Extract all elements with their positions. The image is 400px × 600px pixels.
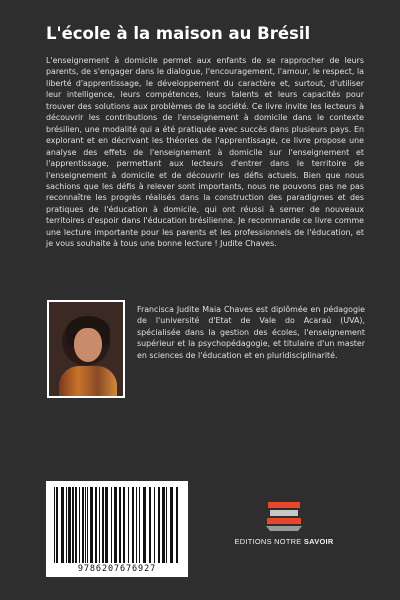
barcode-bar [111,487,112,563]
publisher-name [228,537,340,546]
barcode-bar [72,487,74,563]
barcode-bar [61,487,64,563]
barcode-bar [176,487,178,563]
barcode-bar [166,487,167,563]
publisher-name-bold: SAVOIR [303,537,334,546]
author-bio: Francisca Judite Maia Chaves est diplômée en pédagogie de l'université d'Etat de Vale do Acaraú (UVA), spécialisée dans la gestion des écoles, l'enseignement supérieur et la psychopédagogie, et titulaire d'un master en sciences de l'éducation et en pluridisciplinarité. [137,305,365,360]
barcode-bar [170,487,173,563]
book-title: L'école à la maison au Brésil [46,24,311,43]
barcode-bar [123,487,125,563]
publisher-block [228,500,340,546]
barcode-bar [139,487,140,563]
barcode-bar [68,487,71,563]
barcode-bar [154,487,155,563]
book-stack-icon [264,500,304,532]
author-photo-shirt [59,366,117,396]
barcode-bar [162,487,165,563]
publisher-name-prefix: EDITIONS NOTRE [234,537,304,546]
barcode-bar [75,487,77,563]
barcode-bar [114,487,117,563]
barcode-bars [52,487,182,563]
barcode-bar [82,487,84,563]
barcode-bar [95,487,97,563]
isbn-number: 9786207676927 [77,564,157,574]
barcode-bar [56,487,58,563]
barcode-bar [105,487,108,563]
author-photo [47,300,125,398]
barcode-bar [90,487,93,563]
barcode-bar [119,487,121,563]
book-blurb: L'enseignement à domicile permet aux enfants de se rapprocher de leurs parents, de s'engager dans le dialogue, l'encouragement, l'amour, le respect, la liberté d'apprentissage, le développement du caractère et, surtout, d'utiliser leur intelligence, leurs compétences, leurs talents et leurs capacités pour trouver des solutions aux problèmes de la société. Ce livre invite les lecteurs à découvrir les contributions de l'enseignement à domicile dans le contexte brésilien, une modalité qui a été pratiquée avec succès dans plusieurs pays. En explorant et en décrivant les théories de l'apprentissage, ce livre propose une analyse des effets de l'enseignement à domicile sur l'enseignement et l'apprentissage, permettant aux lecteurs d'entrer dans le territoire de l'enseignement à domicile et de découvrir les défis actuels. Bien que nous sachions que les défis à relever sont importants, nous ne pouvons pas ne pas reconnaître les progrès réalisés dans la construction des paradigmes et des pratiques de l'éducation à domicile, qui ont réussi à semer de nouveaux territoires d'espoir dans l'éducation brésilienne. Je recommande ce livre comme une lecture importante pour les parents et les professionnels de l'éducation, et je vous souhaite à tous une bonne lecture ! Judite Chaves. [46,56,364,249]
barcode-bar [87,487,88,563]
barcode-bar [66,487,67,563]
barcode-bar [132,487,134,563]
barcode-bar [136,487,137,563]
barcode-bar [85,487,86,563]
barcode-bar [102,487,104,563]
barcode-bar [128,487,129,563]
barcode-bar [54,487,55,563]
barcode-bar [79,487,80,563]
barcode-bar [99,487,100,563]
barcode-bar [158,487,160,563]
author-photo-face [74,328,102,362]
barcode [46,481,188,577]
barcode-bar [149,487,151,563]
barcode-bar [143,487,146,563]
